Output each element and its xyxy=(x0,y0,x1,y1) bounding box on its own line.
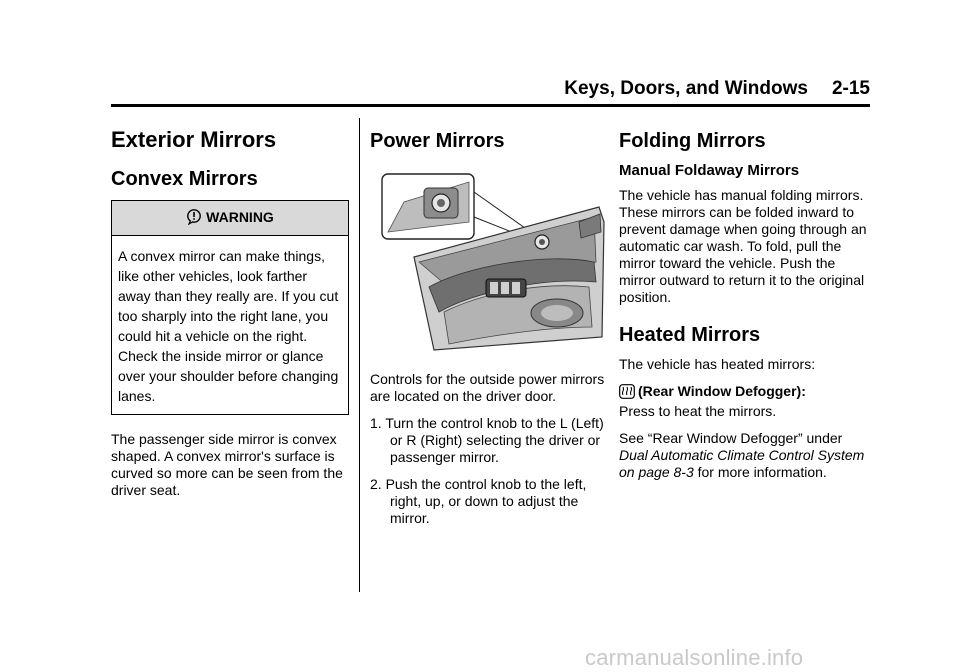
defogger-paragraph xyxy=(619,383,870,420)
power-mirror-intro: Controls for the outside power mirrors are located on the driver door. xyxy=(370,371,605,404)
warning-header xyxy=(112,201,348,236)
warning-box xyxy=(111,200,349,415)
see-prefix: See “Rear Window Defogger” under xyxy=(619,430,843,446)
section-heading-folding-mirrors: Folding Mirrors xyxy=(619,130,766,152)
step-item: 2. Push the control knob to the left, right, up, or down to adjust the mirror. xyxy=(370,476,587,526)
step-item: 1. Turn the control knob to the L (Left) or R (Right) selecting the driver or passenger mirror. xyxy=(370,415,604,465)
door-control-illustration xyxy=(374,162,606,357)
subheading-manual-foldaway: Manual Foldaway Mirrors xyxy=(619,162,800,179)
heated-mirror-intro: The vehicle has heated mirrors: xyxy=(619,356,816,372)
subheading-convex-mirrors: Convex Mirrors xyxy=(111,168,258,191)
page-number: 2-15 xyxy=(831,78,870,99)
section-heading-power-mirrors: Power Mirrors xyxy=(370,130,505,152)
warning-label: WARNING xyxy=(206,209,274,226)
reference-link[interactable]: Dual Automatic Climate Control System on page 8-3 xyxy=(619,447,865,480)
defogger-text: Press to heat the mirrors. xyxy=(619,403,777,419)
column-exterior-mirrors xyxy=(111,118,349,509)
section-heading-exterior-mirrors: Exterior Mirrors xyxy=(111,127,277,152)
section-title: Keys, Doors, and Windows xyxy=(564,78,808,99)
see-reference xyxy=(619,430,870,481)
warning-icon xyxy=(186,209,202,228)
column-folding-heated xyxy=(619,118,870,491)
column-divider-1 xyxy=(359,118,360,592)
page-header xyxy=(111,78,870,107)
section-heading-heated-mirrors: Heated Mirrors xyxy=(619,324,761,346)
power-mirror-steps xyxy=(370,415,608,527)
defogger-label: (Rear Window Defogger): xyxy=(638,383,806,399)
folding-mirror-text: The vehicle has manual folding mirrors. These mirrors can be folded inward to prevent damage when going through an automatic car wash. To fold, pull the mirror toward the vehicle. Push the mirror outward to return it to the original position. xyxy=(619,187,867,305)
rear-defogger-icon xyxy=(619,384,635,403)
see-suffix: for more information. xyxy=(697,464,827,480)
warning-text: A convex mirror can make things, like other vehicles, look farther away than they really are. If you cut too sharply into the right lane, you could hit a vehicle on the right. Check the inside mirror or glance over your shoulder before changing lanes. xyxy=(118,248,339,405)
convex-mirror-description: The passenger side mirror is convex shaped. A convex mirror's surface is curved so more can be seen from the driver seat. xyxy=(111,431,343,499)
column-power-mirrors xyxy=(370,118,608,537)
watermark: carmanualsonline.info xyxy=(585,645,804,670)
